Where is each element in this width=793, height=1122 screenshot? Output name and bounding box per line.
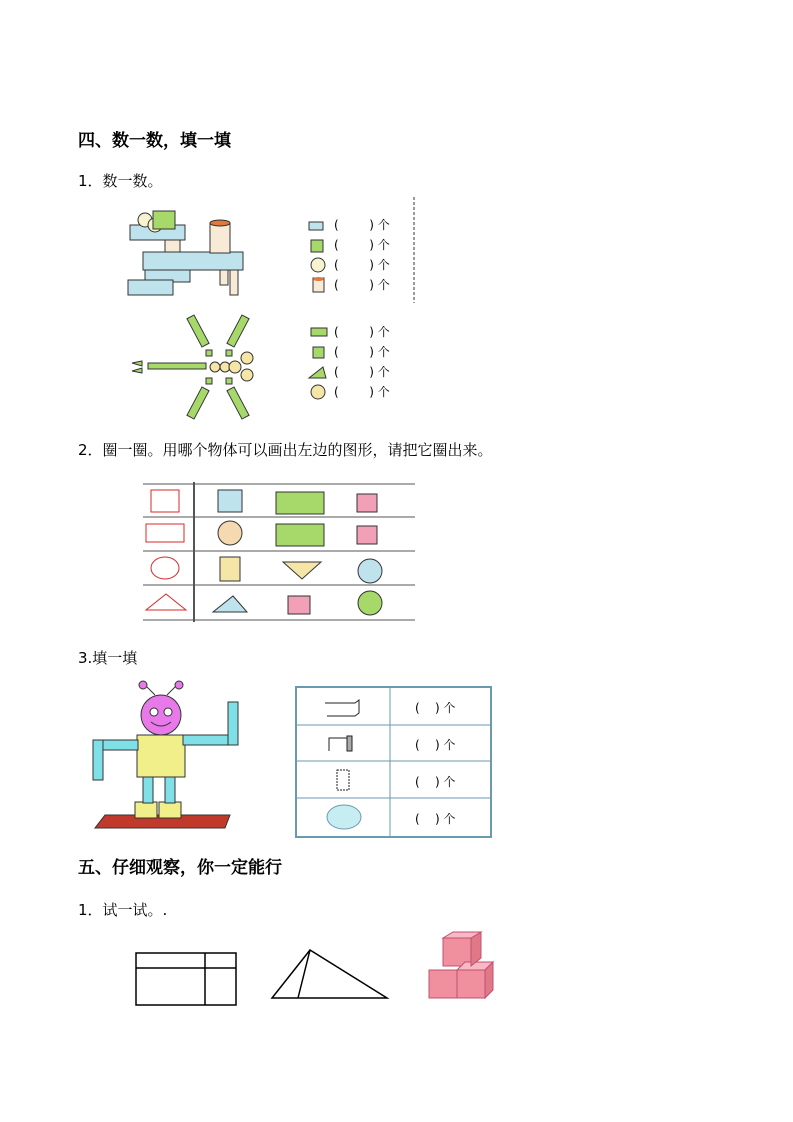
count-blank[interactable]: ( ) 个 [334,278,390,292]
section4-title: 四、数一数，填一填 [78,131,231,151]
section5-title: 五、仔细观察，你一定能行 [78,858,282,878]
cube-icon [310,238,326,252]
count-blank[interactable]: ( ) 个 [334,218,390,232]
q1-label: 1．数一数。 [78,172,163,190]
count-blank[interactable]: ( ) 个 [334,365,390,379]
square-icon [312,346,326,360]
count-blank[interactable]: ( ) 个 [415,701,456,715]
count-blank[interactable]: ( ) 个 [334,345,390,359]
cylinder-icon [312,276,326,294]
count-blank[interactable]: ( ) 个 [334,258,390,272]
rectangle-icon [310,327,328,337]
circle-the-object-table [143,482,415,622]
fill-in-table [295,686,492,838]
s5-q1-label: 1．试一试。. [78,901,168,919]
q2-label: 2．圈一圈。用哪个物体可以画出左边的图形，请把它圈出来。 [78,441,493,459]
cuboid-icon [308,219,328,231]
blocks-picture [125,205,255,300]
observation-figures [135,930,525,1010]
dashed-divider [413,197,415,303]
sphere-icon [310,257,326,273]
q3-label: 3.填一填 [78,649,138,667]
count-blank[interactable]: ( ) 个 [334,238,390,252]
count-blank[interactable]: ( ) 个 [334,325,390,339]
count-blank[interactable]: ( ) 个 [415,775,456,789]
circle-icon [310,384,326,400]
robot-picture [85,680,245,840]
shapes-figure-picture [130,315,260,420]
count-blank[interactable]: ( ) 个 [415,812,456,826]
triangle-icon [308,366,328,380]
face-outlines [325,700,359,790]
count-blank[interactable]: ( ) 个 [334,385,390,399]
count-blank[interactable]: ( ) 个 [415,738,456,752]
